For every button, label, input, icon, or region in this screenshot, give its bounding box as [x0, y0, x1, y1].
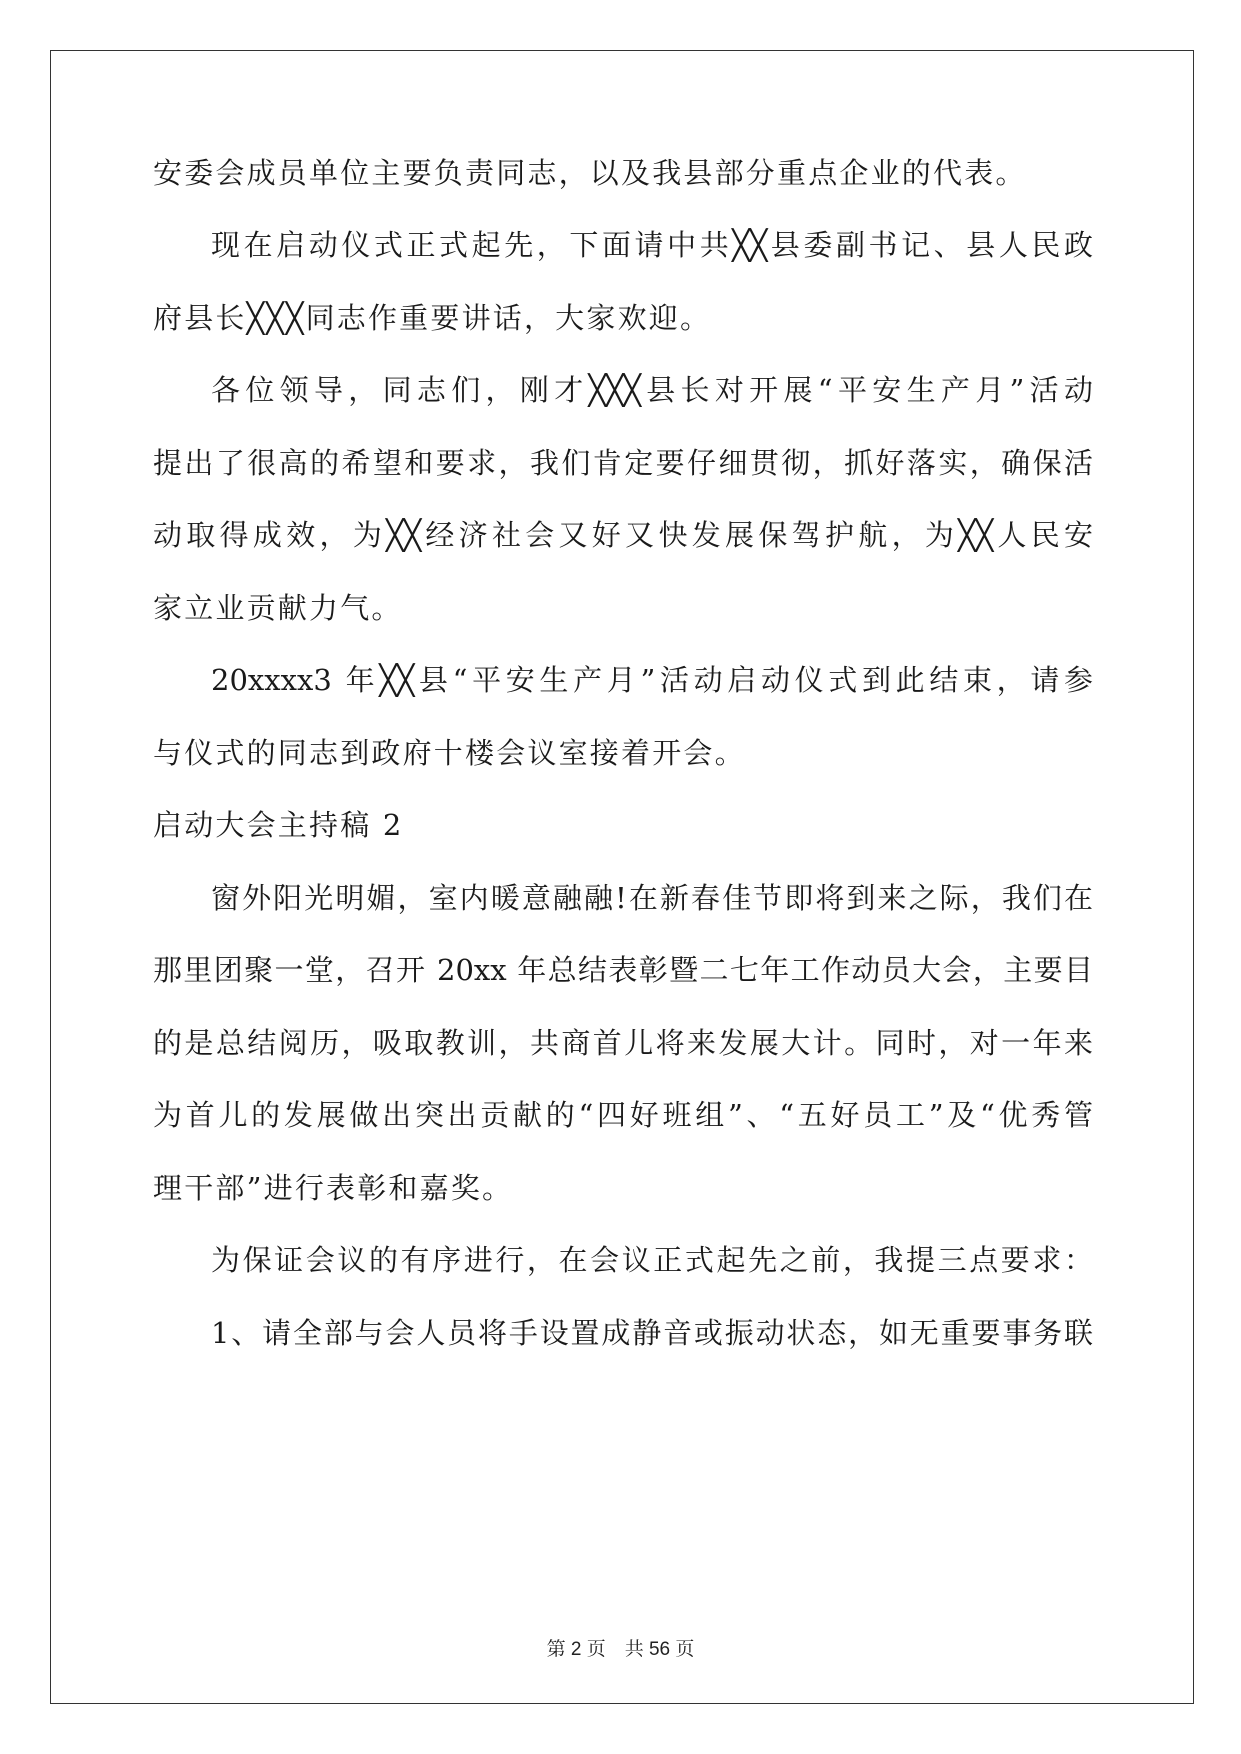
text-line: 安委会成员单位主要负责同志，以及我县部分重点企业的代表。 — [153, 156, 1027, 190]
text-line: 为首儿的发展做出突出贡献的“四好班组”、“五好员工”及“优秀管 — [153, 1098, 1093, 1132]
text-line: 现在启动仪式正式起先，下面请中共╳╳县委副书记、县人民政 — [211, 228, 1093, 262]
text-line: 府县长╳╳╳同志作重要讲话，大家欢迎。 — [153, 301, 712, 335]
text-line: 理干部”进行表彰和嘉奖。 — [153, 1171, 514, 1205]
page-number-footer: 第 2 页 共 56 页 — [546, 1639, 695, 1660]
text-line: 家立业贡献力气。 — [153, 591, 403, 625]
text-line: 1、请全部与会人员将手设置成静音或振动状态，如无重要事务联 — [211, 1316, 1093, 1350]
text-line: 20xxxx3 年╳╳县“平安生产月”活动启动仪式到此结束，请参 — [211, 663, 1093, 697]
text-line: 动取得成效，为╳╳经济社会又好又快发展保驾护航，为╳╳人民安 — [153, 518, 1093, 552]
text-line: 各位领导，同志们，刚才╳╳╳县长对开展“平安生产月”活动 — [211, 373, 1093, 407]
text-line: 的是总结阅历，吸取教训，共商首儿将来发展大计。同时，对一年来 — [153, 1026, 1093, 1060]
text-line: 为保证会议的有序进行，在会议正式起先之前，我提三点要求： — [211, 1243, 1093, 1277]
text-line: 与仪式的同志到政府十楼会议室接着开会。 — [153, 736, 746, 770]
text-line: 提出了很高的希望和要求，我们肯定要仔细贯彻，抓好落实，确保活 — [153, 446, 1093, 480]
section-heading: 启动大会主持稿 2 — [153, 808, 404, 842]
page-border — [50, 50, 1194, 1704]
text-line: 那里团聚一堂，召开 20xx 年总结表彰暨二七年工作动员大会，主要目 — [153, 953, 1093, 987]
text-line: 窗外阳光明媚，室内暖意融融!在新春佳节即将到来之际，我们在 — [211, 881, 1093, 915]
